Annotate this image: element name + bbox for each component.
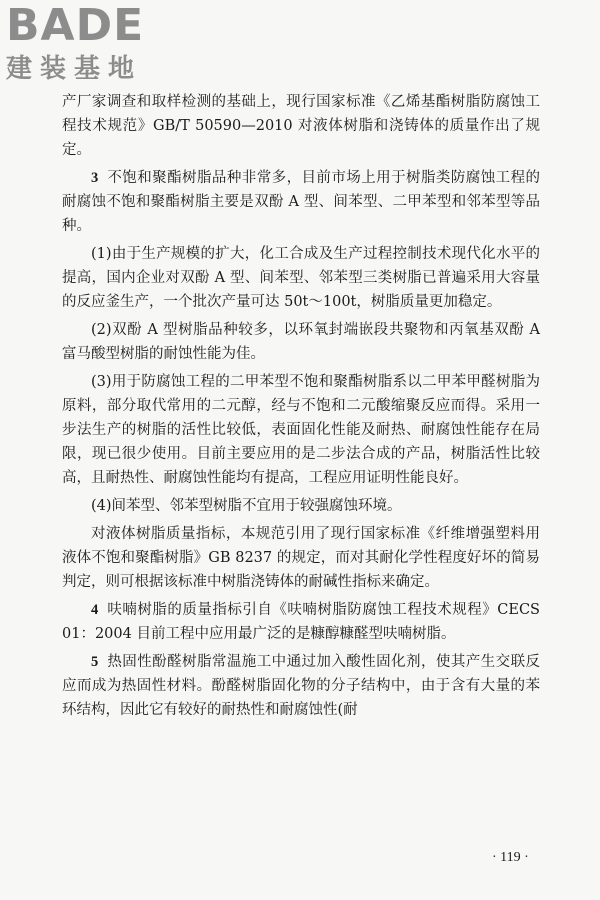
paragraph-text: 对液体树脂质量指标，本规范引用了现行国家标准《纤维增强塑料用液体不饱和聚酯树脂》GB 8237 的规定，而对其耐化学性程度好坏的简易判定，则可根据该标准中树脂浇铸体的耐碱性指标来确定。 <box>62 526 540 590</box>
section-4 <box>62 598 540 646</box>
logo-brand: BADE <box>6 0 145 51</box>
logo-subtitle: 建装基地 <box>6 54 143 84</box>
section-number: 4 <box>91 602 99 618</box>
paragraph-resin-index <box>62 522 540 594</box>
paragraph-continuation <box>62 90 540 162</box>
paragraph-text: (3)用于防腐蚀工程的二甲苯型不饱和聚酯树脂系以二甲苯甲醛树脂为原料，部分取代常用的二元醇，经与不饱和二元酸缩聚反应而得。采用一步法生产的树脂的活性比较低，表面固化性能及耐热、耐腐蚀性能存在局限，现已很少使用。目前主要应用的是二步法合成的产品，树脂活性比较高，且耐热性、耐腐蚀性能均有提高，工程应用证明性能良好。 <box>62 374 540 486</box>
list-item-4 <box>62 494 540 518</box>
list-item-3 <box>62 370 540 490</box>
page-number: · 119 · <box>492 850 529 865</box>
paragraph-text: (2)双酚 A 型树脂品种较多，以环氧封端嵌段共聚物和丙氧基双酚 A 富马酸型树脂的耐蚀性能为佳。 <box>62 322 540 362</box>
paragraph-text: 呋喃树脂的质量指标引自《呋喃树脂防腐蚀工程技术规程》CECS 01：2004 目前工程中应用最广泛的是糠醇糠醛型呋喃树脂。 <box>62 602 540 642</box>
section-number: 3 <box>91 170 99 186</box>
list-item-1 <box>62 242 540 314</box>
document-body <box>62 90 540 722</box>
section-number: 5 <box>91 654 99 670</box>
paragraph-text: 产厂家调查和取样检测的基础上，现行国家标准《乙烯基酯树脂防腐蚀工程技术规范》GB/T 50590—2010 对液体树脂和浇铸体的质量作出了规定。 <box>62 94 540 158</box>
bade-logo <box>6 0 176 88</box>
paragraph-text: (1)由于生产规模的扩大，化工合成及生产过程控制技术现代化水平的提高，国内企业对双酚 A 型、间苯型、邻苯型三类树脂已普遍采用大容量的反应釜生产，一个批次产量可达 50t～100t，树脂质量更加稳定。 <box>62 246 540 310</box>
paragraph-text: (4)间苯型、邻苯型树脂不宜用于较强腐蚀环境。 <box>91 498 402 514</box>
list-item-2 <box>62 318 540 366</box>
section-5 <box>62 650 540 722</box>
paragraph-text: 不饱和聚酯树脂品种非常多，目前市场上用于树脂类防腐蚀工程的耐腐蚀不饱和聚酯树脂主要是双酚 A 型、间苯型、二甲苯型和邻苯型等品种。 <box>62 170 540 234</box>
paragraph-text: 热固性酚醛树脂常温施工中通过加入酸性固化剂，使其产生交联反应而成为热固性材料。酚醛树脂固化物的分子结构中，由于含有大量的苯环结构，因此它有较好的耐热性和耐腐蚀性(耐 <box>62 654 540 718</box>
section-3 <box>62 166 540 238</box>
